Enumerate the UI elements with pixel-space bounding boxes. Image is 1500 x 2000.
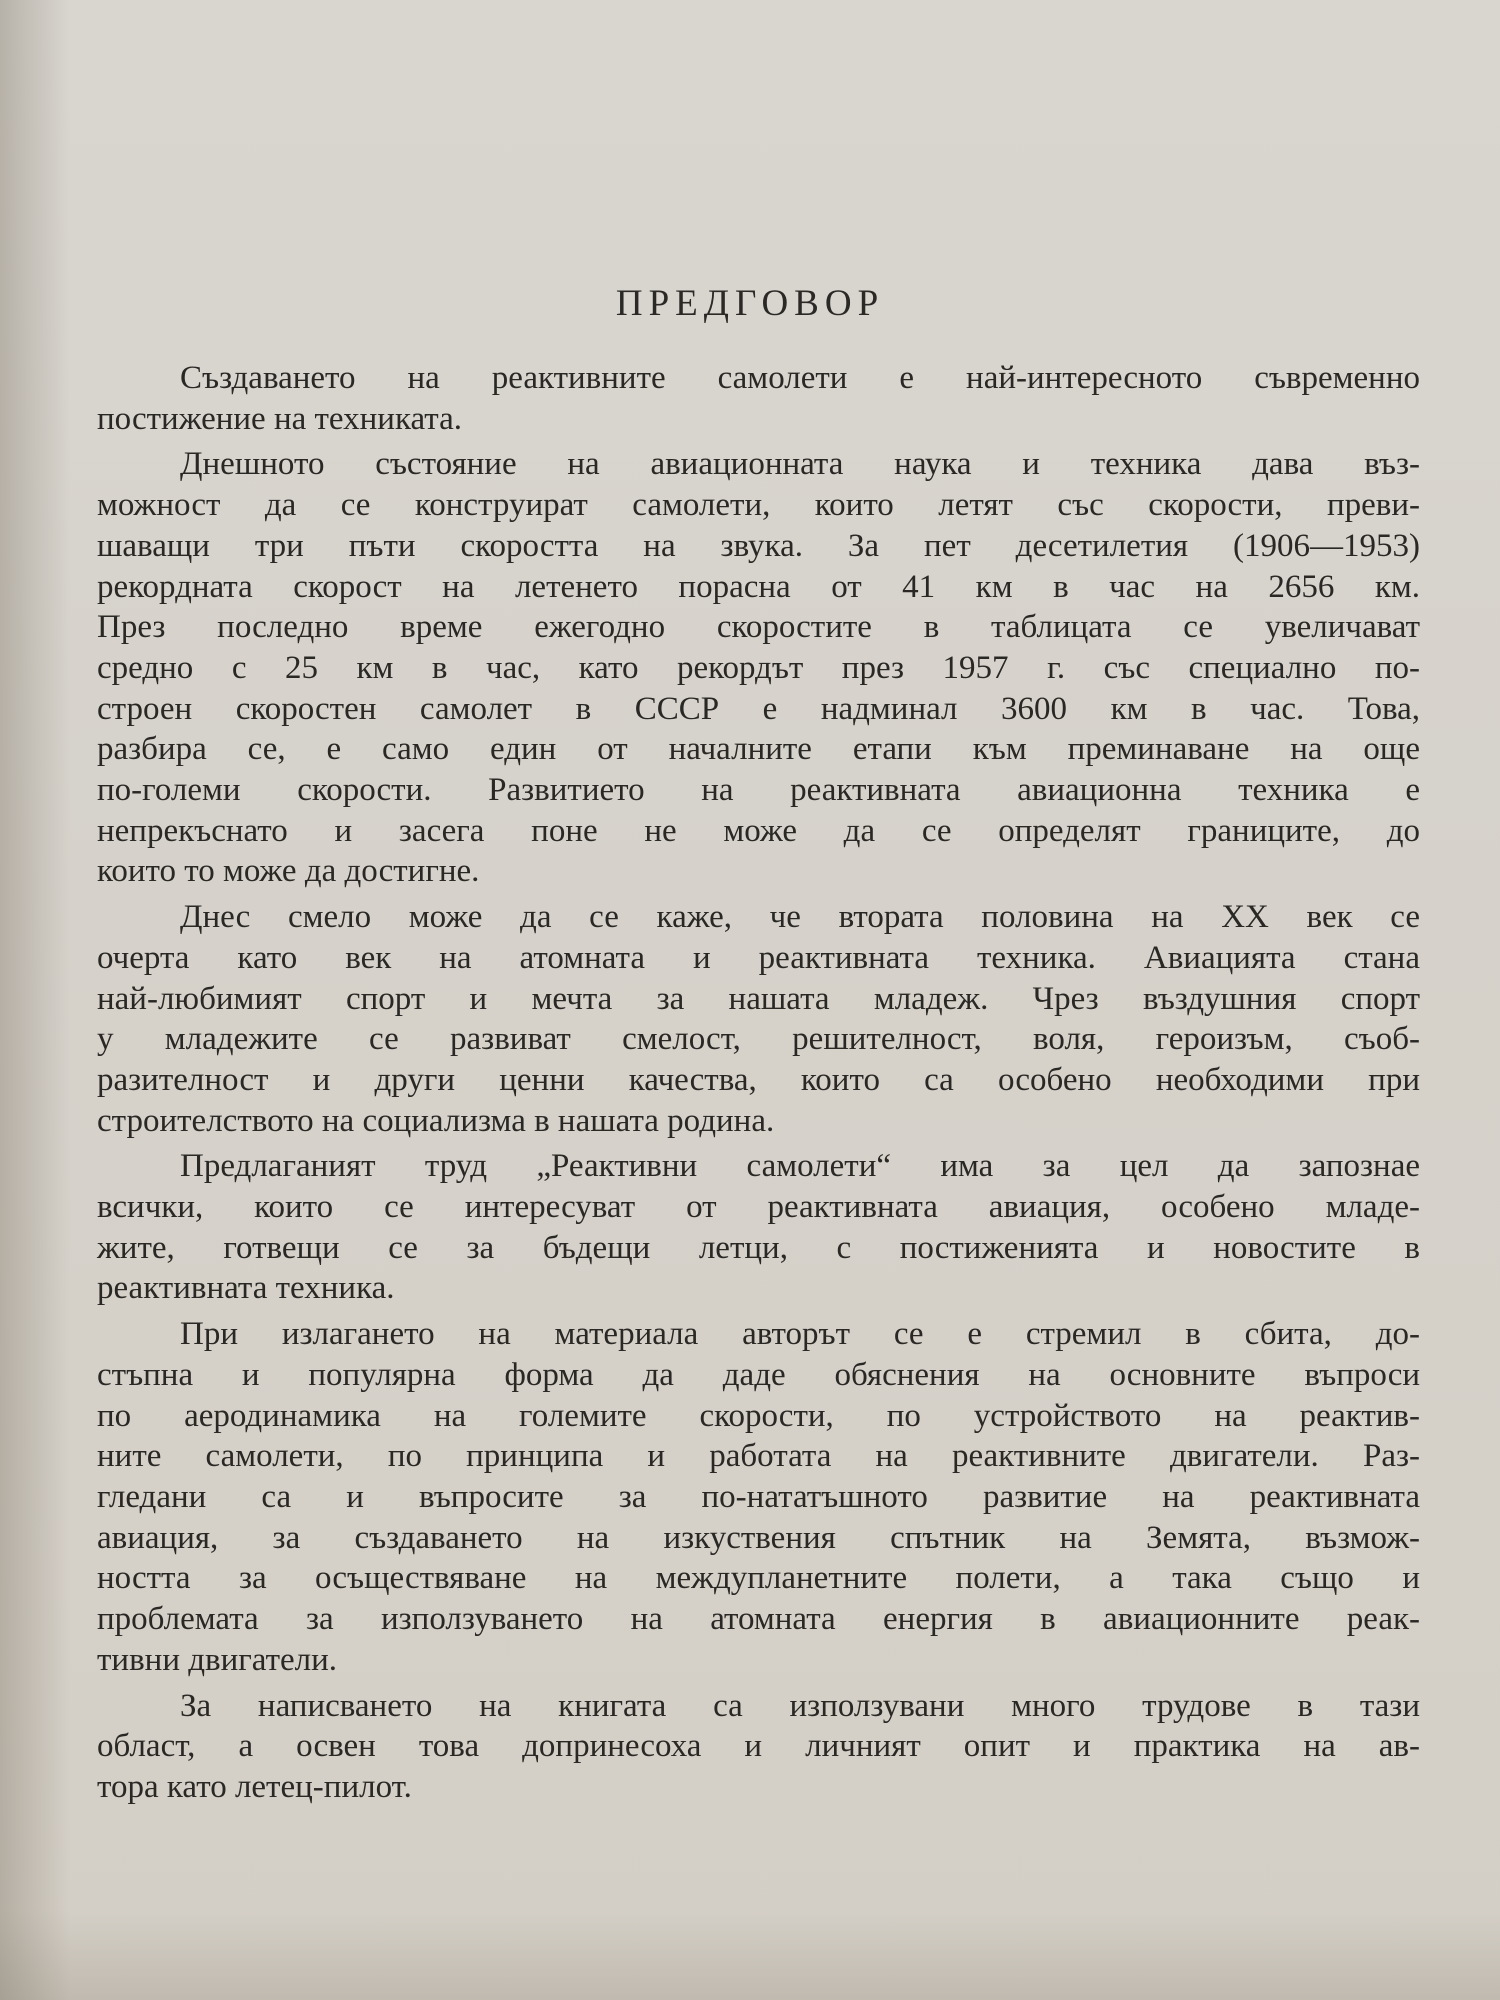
text-line: всички, които се интересуват от реактивната авиация, особено младе- <box>97 1189 1420 1226</box>
text-line: непрекъснато и засега поне не може да се определят границите, до <box>97 812 1420 849</box>
text-line: жите, готвещи се за бъдещи летци, с постиженията и новостите в <box>97 1229 1420 1266</box>
text-line: средно с 25 км в час, като рекордът през 1957 г. със специално по- <box>97 649 1420 686</box>
paragraph-4 <box>97 1146 1420 1309</box>
text-line: При излагането на материала авторът се е стремил в сбита, до- <box>180 1316 1420 1353</box>
text-line: рекордната скорост на летенето порасна от 41 км в час на 2656 км. <box>97 568 1420 605</box>
text-line: Днешното състояние на авиационната наука и техника дава въз- <box>180 446 1420 483</box>
text-line: по-големи скорости. Развитието на реактивната авиационна техника е <box>97 772 1420 809</box>
paragraph-1 <box>97 358 1420 439</box>
text-line: ните самолети, по принципа и работата на реактивните двигатели. Раз- <box>97 1438 1420 1475</box>
text-line: проблемата за използуването на атомната енергия в авиационните реак- <box>97 1601 1420 1638</box>
text-line: най-любимият спорт и мечта за нашата младеж. Чрез въздушния спорт <box>97 980 1420 1017</box>
text-line: ността за осъществяване на междупланетните полети, а така също и <box>97 1560 1420 1597</box>
paragraph-2 <box>97 444 1420 892</box>
preface-text <box>97 358 1420 1808</box>
text-line: които то може да достигне. <box>97 853 480 890</box>
text-line: Предлаганият труд „Реактивни самолети“ има за цел да запознае <box>180 1148 1420 1185</box>
paragraph-5 <box>97 1314 1420 1680</box>
text-line: строен скоростен самолет в СССР е надминал 3600 км в час. Това, <box>97 690 1420 727</box>
page-bottom-shadow <box>0 1910 1500 2000</box>
text-line: разителност и други ценни качества, които са особено необходими при <box>97 1061 1420 1098</box>
text-line: Днес смело може да се каже, че втората половина на XX век се <box>180 899 1420 936</box>
text-line: област, а освен това допринесоха и личният опит и практика на ав- <box>97 1728 1420 1765</box>
text-line: разбира се, е само един от началните етапи към преминаване на още <box>97 731 1420 768</box>
text-line: авиация, за създаването на изкуствения спътник на Земята, възмож- <box>97 1519 1420 1556</box>
text-line: очерта като век на атомната и реактивната техника. Авиацията стана <box>97 939 1420 976</box>
text-line: у младежите се развиват смелост, решителност, воля, героизъм, съоб- <box>97 1021 1420 1058</box>
page-title: ПРЕДГОВОР <box>615 283 885 324</box>
text-line: тора като летец-пилот. <box>97 1768 412 1805</box>
text-line: Създаването на реактивните самолети е най-интересното съвременно <box>180 360 1420 396</box>
text-line: реактивната техника. <box>97 1270 395 1307</box>
text-line: можност да се конструират самолети, които летят със скорости, преви- <box>97 487 1420 524</box>
text-line: За написването на книгата са използувани много трудове в тази <box>180 1687 1420 1724</box>
text-line: шаващи три пъти скоростта на звука. За пет десетилетия (1906—1953) <box>97 527 1420 564</box>
text-line: строителството на социализма в нашата родина. <box>97 1102 775 1139</box>
text-line: по аеродинамика на големите скорости, по устройството на реактив- <box>97 1397 1420 1434</box>
text-line: тивни двигатели. <box>97 1641 338 1678</box>
text-line: През последно време ежегодно скоростите в таблицата се увеличават <box>97 609 1420 646</box>
text-line: стъпна и популярна форма да даде обяснения на основните въпроси <box>97 1356 1420 1393</box>
text-line: постижение на техниката. <box>97 400 462 437</box>
paragraph-6 <box>97 1686 1420 1808</box>
text-line: гледани са и въпросите за по-нататъшното развитие на реактивната <box>97 1478 1420 1515</box>
paragraph-3 <box>97 897 1420 1141</box>
